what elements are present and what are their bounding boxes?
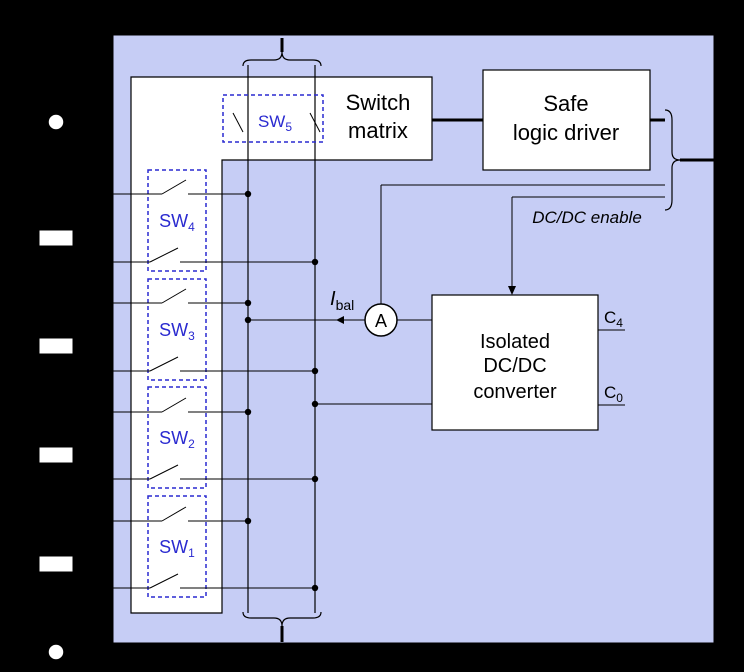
- safe-logic-line1: Safe: [543, 91, 589, 116]
- plus-terminal: [48, 114, 64, 130]
- cell-c0-label: $C_0$: [80, 562, 97, 582]
- switch-matrix-line1: Switch: [345, 90, 411, 115]
- ammeter-label: A: [374, 311, 388, 331]
- converter-c0-label: $C_0$: [604, 383, 623, 405]
- to-upper-label: To upper module: [214, 8, 350, 28]
- switch-matrix-line2: matrix: [348, 118, 408, 143]
- cell1-resistor: [39, 556, 73, 572]
- converter-line2: DC/DC: [483, 355, 547, 377]
- converter-line3: converter: [473, 381, 557, 403]
- minus-label: −: [50, 653, 62, 672]
- title: Active equalizer: [501, 3, 693, 31]
- sw5-label: $SW_5$: [257, 112, 293, 134]
- cell4-resistor: [39, 230, 73, 246]
- cell2-resistor: [39, 447, 73, 463]
- sw2-label: $SW_2$: [159, 428, 195, 451]
- sw4-label: $SW_4$: [159, 211, 195, 234]
- converter-c4-label: $C_4$: [604, 308, 623, 330]
- to-lower-label: To lower module: [239, 650, 371, 670]
- dcdc-enable-label: DC/DC enable: [532, 208, 642, 227]
- uc-interface-label: μC interface: [721, 101, 741, 199]
- safe-logic-line2: logic driver: [512, 120, 620, 145]
- cell3-resistor: [39, 338, 73, 354]
- ibal-label: $I_{bal}$: [330, 288, 355, 313]
- sw3-label: $SW_3$: [159, 320, 195, 343]
- converter-line1: Isolated: [479, 331, 551, 353]
- sw1-label: $SW_1$: [159, 537, 195, 560]
- cell-c4-label: $C_4$: [74, 175, 91, 195]
- plus-label: +: [48, 84, 64, 114]
